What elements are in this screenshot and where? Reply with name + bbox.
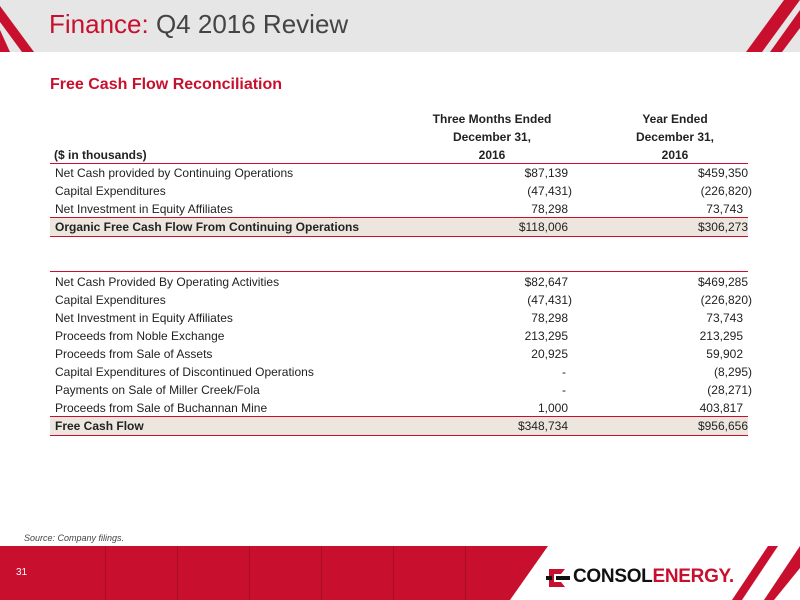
row-label: Free Cash Flow (55, 419, 144, 433)
table-row (50, 200, 748, 218)
row-value-quarter: 20,925 (531, 347, 568, 361)
row-value-year: $306,273 (697, 220, 748, 234)
footer-divider (177, 546, 178, 600)
logo-consol: CONSOL (573, 566, 653, 587)
units-label: ($ in thousands) (54, 148, 147, 162)
table-divider (50, 271, 748, 272)
row-value-quarter: 1,000 (537, 401, 568, 415)
row-value-quarter: 213,295 (524, 329, 568, 343)
page-title-accent: Finance: (49, 9, 149, 39)
row-value-quarter: - (562, 365, 566, 379)
table-divider (50, 435, 748, 436)
row-label: Payments on Sale of Miller Creek/Fola (55, 383, 260, 397)
row-value-year: 73,743 (706, 202, 743, 216)
row-value-quarter: $118,006 (518, 220, 568, 234)
page-title-rest: Q4 2016 Review (148, 9, 349, 39)
row-value-quarter: (47,431) (527, 293, 572, 307)
table-row (50, 309, 748, 327)
row-label: Net Investment in Equity Affiliates (55, 202, 233, 216)
column-header-line: Year Ended (642, 112, 708, 126)
row-value-year: $956,656 (697, 419, 748, 433)
row-value-year: (28,271) (707, 383, 752, 397)
logo-dot: . (728, 566, 734, 587)
row-value-year: $459,350 (697, 166, 748, 180)
table-row (50, 399, 748, 417)
table-row (50, 182, 752, 200)
row-label: Capital Expenditures (55, 184, 166, 198)
row-label: Capital Expenditures (55, 293, 166, 307)
page-title (49, 9, 348, 40)
row-value-quarter: (47,431) (527, 184, 572, 198)
row-value-quarter: 78,298 (531, 202, 568, 216)
table-row (50, 291, 752, 309)
row-value-year: 59,902 (706, 347, 743, 361)
row-label: Capital Expenditures of Discontinued Operations (55, 365, 314, 379)
table-row (50, 381, 752, 399)
source-note: Source: Company filings. (24, 533, 125, 543)
footer-divider (465, 546, 466, 600)
row-value-quarter: $82,647 (524, 275, 568, 289)
consol-energy-mark-icon (545, 567, 571, 589)
table-row-total (50, 218, 748, 236)
page-number: 31 (16, 567, 28, 578)
column-header-line: 2016 (478, 148, 506, 162)
row-value-quarter: $87,139 (524, 166, 568, 180)
row-value-quarter: 78,298 (531, 311, 568, 325)
column-header-three-months (402, 110, 582, 164)
footer-divider (105, 546, 106, 600)
row-value-year: (8,295) (713, 365, 752, 379)
table-row (50, 327, 748, 345)
footer-divider (393, 546, 394, 600)
table-header (50, 108, 748, 164)
table-row (50, 363, 752, 381)
footer-divider (321, 546, 322, 600)
row-value-year: (226,820) (700, 293, 752, 307)
row-label: Proceeds from Sale of Assets (55, 347, 213, 361)
table-row (50, 273, 748, 291)
row-value-year: $469,285 (697, 275, 748, 289)
row-value-quarter: - (562, 383, 566, 397)
row-value-year: 213,295 (699, 329, 743, 343)
column-header-year (595, 110, 755, 164)
row-value-quarter: $348,734 (517, 419, 568, 433)
table-row (50, 345, 748, 363)
row-label: Net Cash Provided By Operating Activities (55, 275, 280, 289)
footer-divider (249, 546, 250, 600)
row-value-year: (226,820) (700, 184, 752, 198)
header-stripes-right (740, 0, 800, 52)
consol-energy-logo (545, 566, 760, 590)
row-label: Net Cash provided by Continuing Operations (55, 166, 294, 180)
column-header-line: 2016 (661, 148, 689, 162)
column-header-line: Three Months Ended (432, 112, 552, 126)
header-stripes-left (0, 0, 40, 52)
table-row-total (50, 417, 748, 435)
table-divider (50, 236, 748, 237)
row-label: Net Investment in Equity Affiliates (55, 311, 233, 325)
section-title: Free Cash Flow Reconciliation (50, 76, 283, 93)
logo-wordmark (573, 566, 734, 588)
column-header-line: December 31, (635, 130, 715, 144)
row-value-year: 403,817 (699, 401, 743, 415)
slide-header (0, 0, 800, 52)
row-label: Proceeds from Noble Exchange (55, 329, 225, 343)
logo-energy: ENERGY. (652, 566, 734, 587)
table-row (50, 164, 748, 182)
row-label: Organic Free Cash Flow From Continuing Operations (55, 220, 360, 234)
column-header-line: December 31, (452, 130, 532, 144)
row-label: Proceeds from Sale of Buchannan Mine (55, 401, 268, 415)
row-value-year: 73,743 (706, 311, 743, 325)
